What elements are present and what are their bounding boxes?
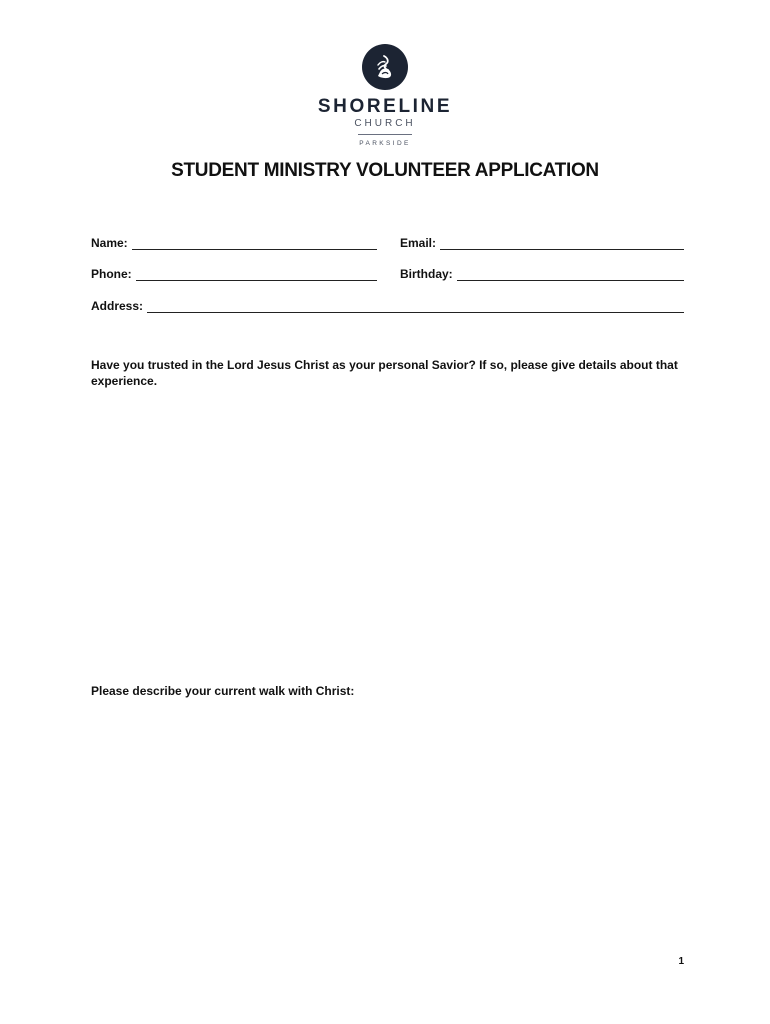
church-logo xyxy=(0,44,770,148)
phone-label: Phone: xyxy=(91,267,132,281)
logo-subtitle: CHURCH xyxy=(354,118,416,129)
logo-name: SHORELINE xyxy=(317,96,453,117)
logo-mark-icon xyxy=(362,44,408,90)
name-label: Name: xyxy=(91,236,128,250)
salvation-question: Have you trusted in the Lord Jesus Christ as your personal Savior? If so, please give details about that experience. xyxy=(91,358,678,388)
walk-with-christ-question: Please describe your current walk with Christ: xyxy=(91,684,355,698)
address-field xyxy=(91,297,684,313)
phone-input-line[interactable] xyxy=(136,270,377,281)
birthday-input-line[interactable] xyxy=(457,270,684,281)
email-input-line[interactable] xyxy=(440,239,684,250)
name-field xyxy=(91,234,377,250)
birthday-field xyxy=(400,265,684,281)
email-field xyxy=(400,234,684,250)
page-title: STUDENT MINISTRY VOLUNTEER APPLICATION xyxy=(171,160,599,181)
address-input-line[interactable] xyxy=(147,302,684,313)
wave-emblem-icon xyxy=(362,44,408,90)
name-input-line[interactable] xyxy=(132,239,377,250)
address-label: Address: xyxy=(91,299,144,313)
logo-location: PARKSIDE xyxy=(359,140,411,147)
phone-field xyxy=(91,265,377,281)
logo-divider xyxy=(358,134,412,135)
birthday-label: Birthday: xyxy=(400,267,453,281)
page-number: 1 xyxy=(678,956,684,967)
email-label: Email: xyxy=(400,236,437,250)
